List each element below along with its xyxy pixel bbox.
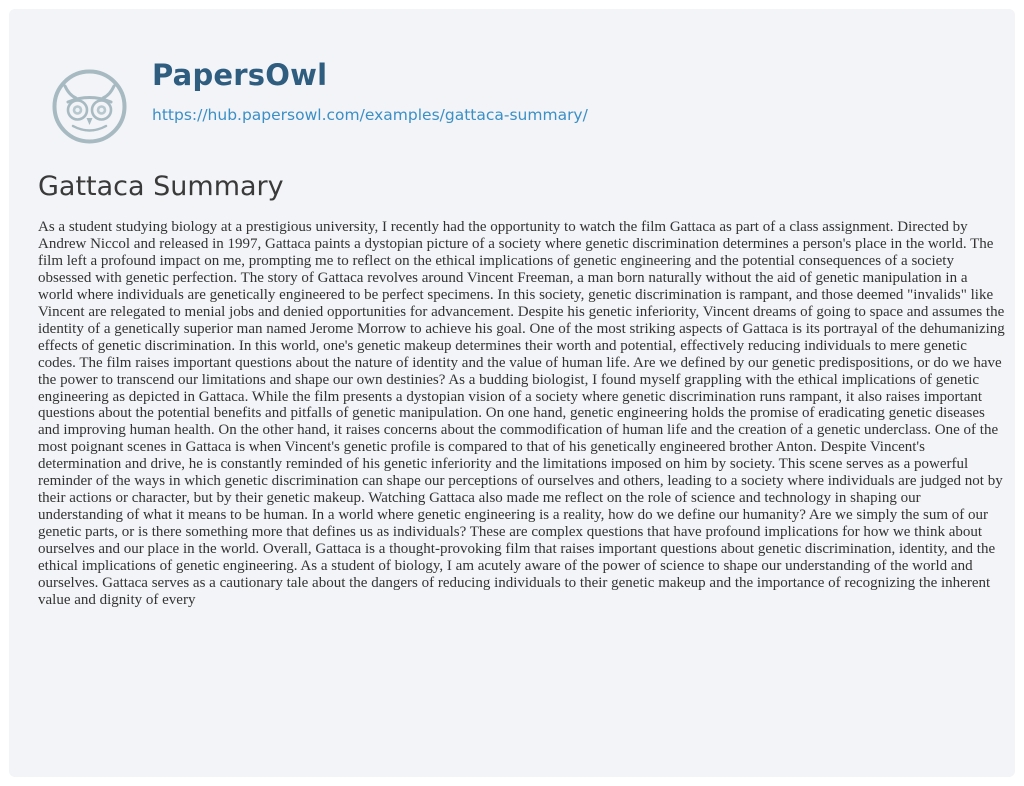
page-title: Gattaca Summary — [38, 171, 284, 202]
brand-name[interactable]: PapersOwl — [152, 58, 328, 92]
owl-face-icon[interactable] — [51, 68, 128, 145]
logo-svg — [51, 68, 128, 145]
source-url-link[interactable]: https://hub.papersowl.com/examples/gattaca-summary/ — [152, 106, 588, 124]
essay-body: As a student studying biology at a prestigious university, I recently had the opportunity to watch the film Gattaca as part of a class assignment. Directed by Andrew Niccol and released in 1997, Gattaca paints a dystopian picture of a society where genetic discrimination determines a person's place in the world. The film left a profound impact on me, prompting me to reflect on the ethical implications of genetic engineering and the potential consequences of a society obsessed with genetic perfection. The story of Gattaca revolves around Vincent Freeman, a man born naturally without the aid of genetic manipulation in a world where individuals are genetically engineered to be perfect specimens. In this society, genetic discrimination is rampant, and those deemed "invalids" like Vincent are relegated to menial jobs and denied opportunities for advancement. Despite his genetic inferiority, Vincent dreams of going to space and assumes the identity of a genetically superior man named Jerome Morrow to achieve his goal. One of the most striking aspects of Gattaca is its portrayal of the dehumanizing effects of genetic discrimination. In this world, one's genetic makeup determines their worth and potential, effectively reducing individuals to mere genetic codes. The film raises important questions about the nature of identity and the value of human life. Are we defined by our genetic predispositions, or do we have the power to transcend our limitations and shape our own destinies? As a budding biologist, I found myself grappling with the ethical implications of genetic engineering as depicted in Gattaca. While the film presents a dystopian vision of a society where genetic discrimination runs rampant, it also raises important questions about the potential benefits and pitfalls of genetic manipulation. On one hand, genetic engineering holds the promise of eradicating genetic diseases and improving human health. On the other hand, it raises concerns about the commodification of human life and the creation of a genetic underclass. One of the most poignant scenes in Gattaca is when Vincent's genetic profile is compared to that of his genetically engineered brother Anton. Despite Vincent's determination and drive, he is constantly reminded of his genetic inferiority and the limitations imposed on him by society. This scene serves as a powerful reminder of the ways in which genetic discrimination can shape our perceptions of ourselves and others, leading to a society where individuals are judged not by their actions or character, but by their genetic makeup. Watching Gattaca also made me reflect on the role of science and technology in shaping our understanding of what it means to be human. In a world where genetic engineering is a reality, how do we define our humanity? Are we simply the sum of our genetic parts, or is there something more that defines us as individuals? These are complex questions that have profound implications for how we think about ourselves and our place in the world. Overall, Gattaca is a thought-provoking film that raises important questions about genetic discrimination, identity, and the ethical implications of genetic engineering. As a student of biology, I am acutely aware of the power of science to shape our understanding of the world and ourselves. Gattaca serves as a cautionary tale about the dangers of reducing individuals to their genetic makeup and the importance of recognizing the inherent value and dignity of every — [38, 219, 1005, 608]
